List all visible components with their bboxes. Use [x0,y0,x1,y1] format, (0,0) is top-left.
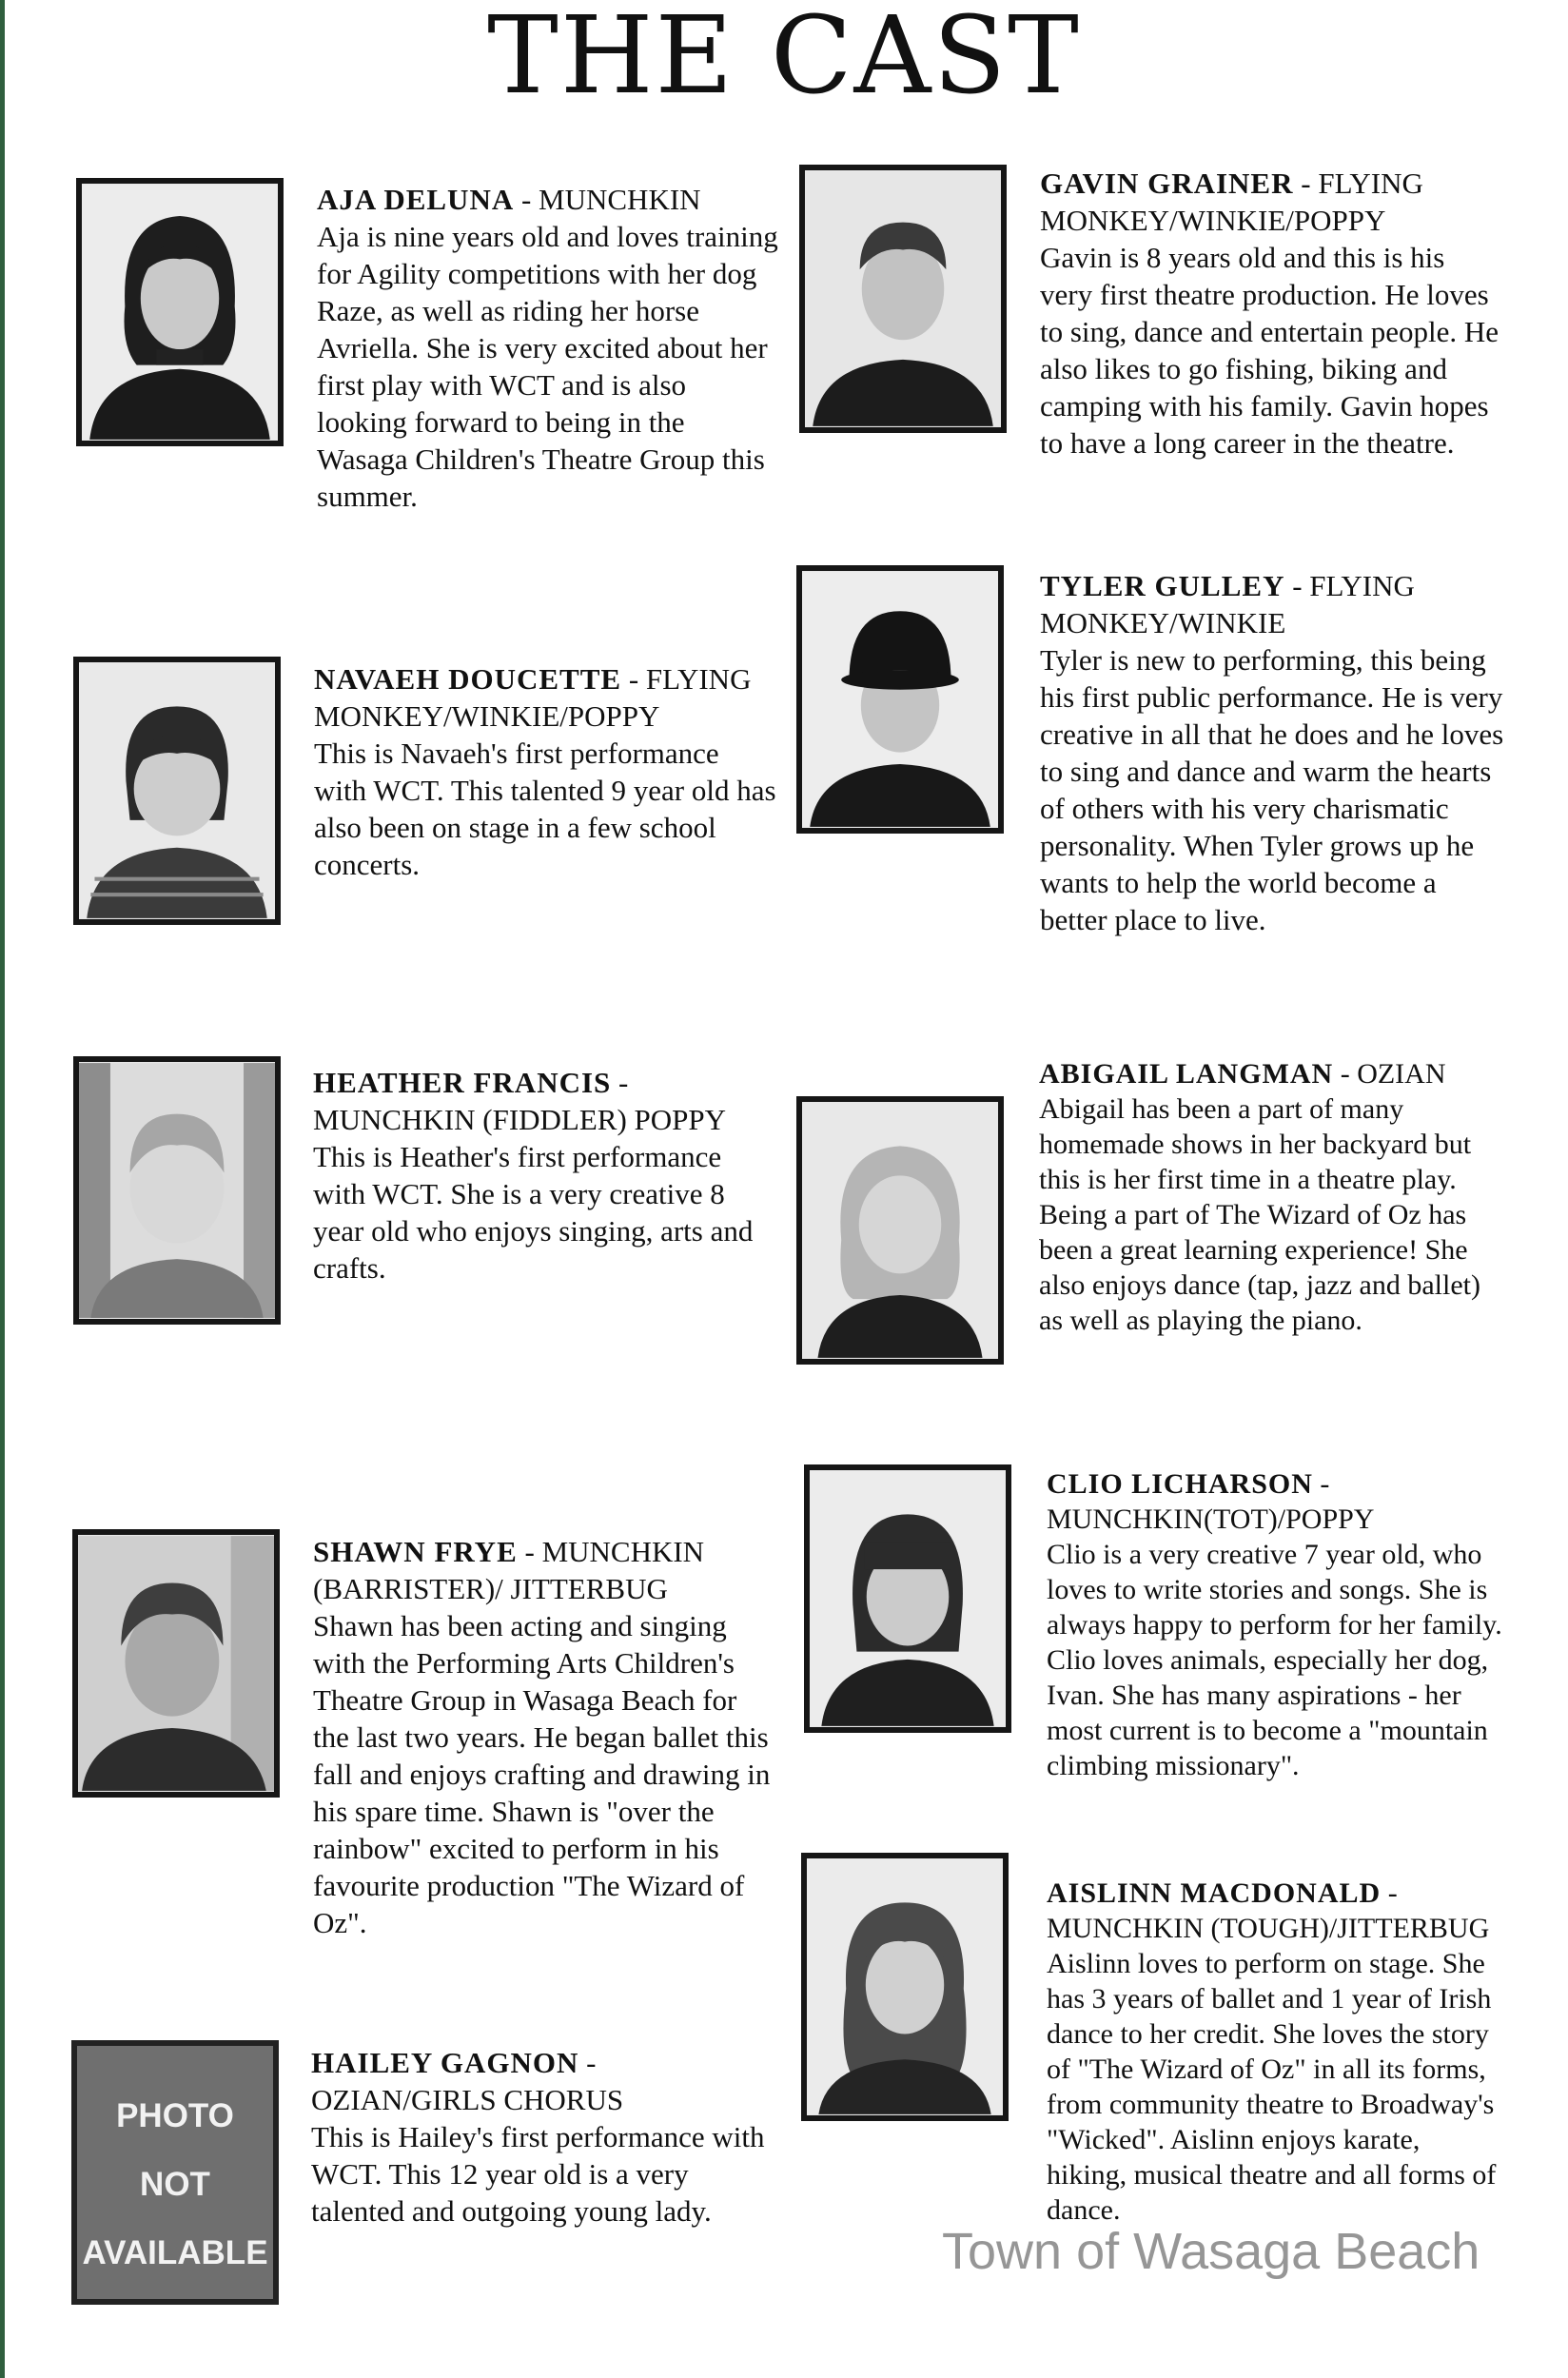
photo-not-available-line: NOT [140,2166,210,2203]
portrait-image [79,1062,275,1319]
photo-not-available-line: AVAILABLE [82,2234,268,2271]
page-edge [0,0,5,2378]
cast-role: - MUNCHKIN(TOT)/POPPY [1047,1468,1375,1535]
portrait-image [82,184,278,441]
cast-photo-abigail-langman [796,1096,1004,1365]
cast-bio-navaeh-doucette [314,660,776,883]
portrait-image [78,1535,274,1792]
cast-role: - OZIAN [1333,1058,1446,1090]
cast-role: - OZIAN/GIRLS CHORUS [311,2046,624,2116]
cast-role: - FLYING MONKEY/WINKIE/POPPY [314,662,752,733]
page-title: THE CAST [487,0,1081,118]
photo-not-available-label [77,2082,273,2288]
cast-photo-heather-francis [73,1056,281,1325]
cast-photo-clio-licharson [804,1464,1011,1733]
cast-bio-hailey-gagnon [311,2044,775,2230]
cast-role: - MUNCHKIN (TOUGH)/JITTERBUG [1047,1877,1490,1944]
cast-name: HEATHER FRANCIS [313,1066,612,1099]
cast-role: - FLYING MONKEY/WINKIE [1040,569,1415,639]
watermark: Town of Wasaga Beach [942,2223,1480,2280]
cast-name: AISLINN MACDONALD [1047,1877,1382,1909]
cast-description: Aja is nine years old and loves training for Agility competitions with her dog Raze, as well as riding her horse Avriella. She is very excited about her first play with WCT and is also looking forward to being in the Wasaga Children's Theatre Group this summer. [317,220,778,513]
cast-bio-clio-licharson [1047,1466,1507,1783]
cast-name: GAVIN GRAINER [1040,167,1294,200]
cast-description: Shawn has been acting and singing with the Performing Arts Children's Theatre Group in Wasaga Beach for the last two years. He began ballet this fall and enjoys crafting and drawing in his spare time. Shawn is "over the rainbow" excited to perform in his favourite production "The Wizard of Oz". [313,1609,771,1939]
cast-description: Gavin is 8 years old and this is his very first theatre production. He loves to sing, dance and entertain people. He also likes to go fishing, biking and camping with his family. Gavin hopes to have a long career in the theatre. [1040,241,1499,460]
cast-name: NAVAEH DOUCETTE [314,662,622,696]
cast-photo-aislinn-macdonald [801,1853,1009,2121]
cast-name: CLIO LICHARSON [1047,1468,1313,1500]
cast-bio-tyler-gulley [1040,567,1504,938]
cast-photo-placeholder [71,2040,279,2305]
cast-bio-aislinn-macdonald [1047,1876,1507,2228]
cast-description: Aislinn loves to perform on stage. She has 3 years of ballet and 1 year of Irish dance to her credit. She loves the story of "The Wizard of Oz" in all its forms, from community theatre to Broadway's "Wicked". Aislinn enjoys karate, hiking, musical theatre and all forms of dance. [1047,1948,1497,2226]
cast-role: - MUNCHKIN (BARRISTER)/ JITTERBUG [313,1535,705,1605]
cast-description: This is Heather's first performance with WCT. She is a very creative 8 year old who enjoys singing, arts and crafts. [313,1140,754,1285]
cast-bio-gavin-grainer [1040,165,1504,462]
cast-bio-abigail-langman [1039,1056,1507,1338]
portrait-image [810,1470,1006,1727]
cast-name: ABIGAIL LANGMAN [1039,1058,1334,1090]
cast-photo-shawn-frye [72,1529,280,1798]
cast-bio-heather-francis [313,1064,775,1287]
cast-description: This is Hailey's first performance with WCT. This 12 year old is a very talented and outgoing young lady. [311,2120,765,2228]
cast-photo-aja-deluna [76,178,284,446]
cast-name: HAILEY GAGNON [311,2046,579,2079]
cast-name: TYLER GULLEY [1040,569,1285,602]
cast-role: - FLYING MONKEY/WINKIE/POPPY [1040,167,1423,237]
portrait-image [807,1858,1003,2115]
cast-photo-gavin-grainer [799,165,1007,433]
cast-name: SHAWN FRYE [313,1535,518,1568]
cast-description: This is Navaeh's first performance with WCT. This talented 9 year old has also been on stage in a few school concerts. [314,737,776,881]
cast-description: Clio is a very creative 7 year old, who loves to write stories and songs. She is always happy to perform for her family. Clio loves animals, especially her dog, Ivan. She has many aspirations - her most current is to become a "mountain climbing missionary". [1047,1539,1502,1781]
cast-role: - MUNCHKIN [514,183,701,216]
cast-description: Tyler is new to performing, this being his first public performance. He is very creative in all that he does and he loves to sing and dance and warm the hearts of others with his very charismatic personality. When Tyler grows up he wants to help the world become a better place to live. [1040,643,1504,936]
cast-photo-navaeh-doucette [73,657,281,925]
cast-bio-aja-deluna [317,181,779,515]
cast-role: - MUNCHKIN (FIDDLER) POPPY [313,1066,727,1136]
portrait-image [802,1102,998,1359]
portrait-image [805,170,1001,427]
cast-name: AJA DELUNA [317,183,515,216]
cast-bio-shawn-frye [313,1533,775,1941]
portrait-image [79,662,275,919]
cast-photo-tyler-gulley [796,565,1004,834]
cast-description: Abigail has been a part of many homemade shows in her backyard but this is her first time in a theatre play. Being a part of The Wizard of Oz has been a great learning experience! She also enjoys dance (tap, jazz and ballet) as well as playing the piano. [1039,1093,1480,1336]
photo-not-available-line: PHOTO [116,2097,234,2134]
portrait-image [802,571,998,828]
